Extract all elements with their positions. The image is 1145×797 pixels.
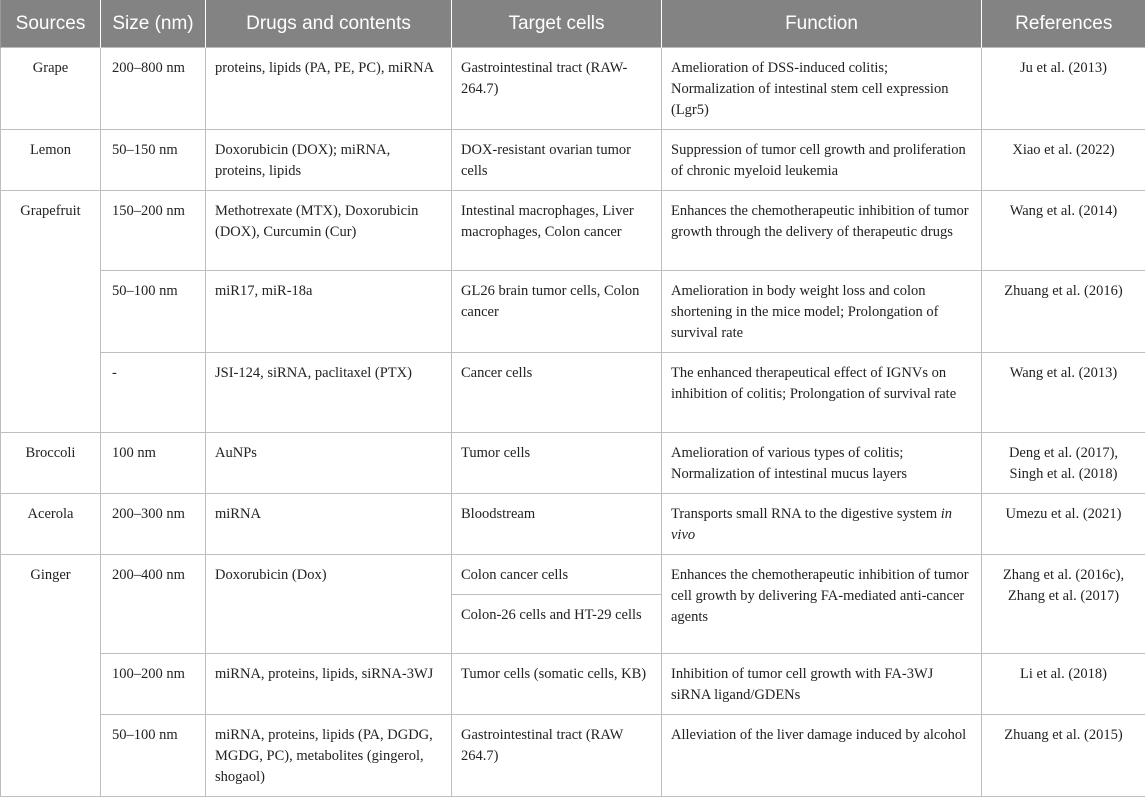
header-sources: Sources xyxy=(1,0,101,48)
drugs-cell: miRNA, proteins, lipids, siRNA-3WJ xyxy=(206,654,452,715)
header-drugs: Drugs and contents xyxy=(206,0,452,48)
source-cell: Grape xyxy=(1,48,101,130)
header-target-cells: Target cells xyxy=(452,0,662,48)
source-cell: Grapefruit xyxy=(1,191,101,433)
target-cell: GL26 brain tumor cells, Colon cancer xyxy=(452,271,662,353)
table-row xyxy=(1,494,1145,555)
header-function: Function xyxy=(662,0,982,48)
source-cell: Ginger xyxy=(1,555,101,797)
table-row xyxy=(1,191,1145,271)
function-cell: Alleviation of the liver damage induced by alcohol xyxy=(662,715,982,797)
references-cell: Ju et al. (2013) xyxy=(982,48,1145,130)
drugs-cell: Doxorubicin (DOX); miRNA, proteins, lipids xyxy=(206,130,452,191)
drugs-cell: miRNA, proteins, lipids (PA, DGDG, MGDG, PC), metabolites (gingerol, shogaol) xyxy=(206,715,452,797)
target-cell: DOX-resistant ovarian tumor cells xyxy=(452,130,662,191)
function-cell: Enhances the chemotherapeutic inhibition of tumor growth through the delivery of therapeutic drugs xyxy=(662,191,982,271)
table-row xyxy=(1,353,1145,433)
function-cell: The enhanced therapeutical effect of IGNVs on inhibition of colitis; Prolongation of survival rate xyxy=(662,353,982,433)
table-body xyxy=(1,48,1145,797)
size-cell: 200–300 nm xyxy=(101,494,206,555)
target-cell: Colon cancer cells xyxy=(452,555,662,595)
target-cell: Gastrointestinal tract (RAW 264.7) xyxy=(452,715,662,797)
target-cell: Intestinal macrophages, Liver macrophages, Colon cancer xyxy=(452,191,662,271)
drugs-cell: Doxorubicin (Dox) xyxy=(206,555,452,654)
target-cell: Tumor cells xyxy=(452,433,662,494)
target-cell: Colon-26 cells and HT-29 cells xyxy=(452,595,662,654)
size-cell: 100 nm xyxy=(101,433,206,494)
size-cell: 50–150 nm xyxy=(101,130,206,191)
size-cell: 100–200 nm xyxy=(101,654,206,715)
references-cell: Zhuang et al. (2015) xyxy=(982,715,1145,797)
table-row xyxy=(1,433,1145,494)
table-row xyxy=(1,271,1145,353)
header-size: Size (nm) xyxy=(101,0,206,48)
size-cell: - xyxy=(101,353,206,433)
references-cell: Umezu et al. (2021) xyxy=(982,494,1145,555)
drugs-cell: JSI-124, siRNA, paclitaxel (PTX) xyxy=(206,353,452,433)
function-italic-text: in vivo xyxy=(671,506,952,543)
size-cell: 150–200 nm xyxy=(101,191,206,271)
references-cell: Wang et al. (2014) xyxy=(982,191,1145,271)
target-cell: Tumor cells (somatic cells, KB) xyxy=(452,654,662,715)
references-cell: Deng et al. (2017), Singh et al. (2018) xyxy=(982,433,1145,494)
table-row xyxy=(1,48,1145,130)
references-cell: Li et al. (2018) xyxy=(982,654,1145,715)
table-row xyxy=(1,555,1145,595)
size-cell: 200–800 nm xyxy=(101,48,206,130)
references-cell: Wang et al. (2013) xyxy=(982,353,1145,433)
drugs-cell: miRNA xyxy=(206,494,452,555)
header-references: References xyxy=(982,0,1145,48)
function-cell: Amelioration of DSS-induced colitis; Normalization of intestinal stem cell expression (Lgr5) xyxy=(662,48,982,130)
table-row xyxy=(1,654,1145,715)
function-cell xyxy=(662,494,982,555)
drugs-cell: proteins, lipids (PA, PE, PC), miRNA xyxy=(206,48,452,130)
function-cell: Amelioration in body weight loss and colon shortening in the mice model; Prolongation of survival rate xyxy=(662,271,982,353)
size-cell: 50–100 nm xyxy=(101,715,206,797)
target-cell: Bloodstream xyxy=(452,494,662,555)
source-cell: Lemon xyxy=(1,130,101,191)
function-text: Transports small RNA to the digestive system xyxy=(671,506,937,522)
source-cell: Broccoli xyxy=(1,433,101,494)
source-cell: Acerola xyxy=(1,494,101,555)
table-row xyxy=(1,130,1145,191)
size-cell: 50–100 nm xyxy=(101,271,206,353)
size-cell: 200–400 nm xyxy=(101,555,206,654)
drugs-cell: AuNPs xyxy=(206,433,452,494)
function-cell: Suppression of tumor cell growth and proliferation of chronic myeloid leukemia xyxy=(662,130,982,191)
drugs-cell: Methotrexate (MTX), Doxorubicin (DOX), Curcumin (Cur) xyxy=(206,191,452,271)
drugs-cell: miR17, miR-18a xyxy=(206,271,452,353)
table-header xyxy=(1,0,1145,48)
table-row xyxy=(1,715,1145,797)
target-cell: Gastrointestinal tract (RAW-264.7) xyxy=(452,48,662,130)
references-cell: Xiao et al. (2022) xyxy=(982,130,1145,191)
target-cell: Cancer cells xyxy=(452,353,662,433)
function-cell: Amelioration of various types of colitis; Normalization of intestinal mucus layers xyxy=(662,433,982,494)
function-cell: Enhances the chemotherapeutic inhibition of tumor cell growth by delivering FA-mediated anti-cancer agents xyxy=(662,555,982,654)
header-row xyxy=(1,0,1145,48)
function-cell: Inhibition of tumor cell growth with FA-3WJ siRNA ligand/GDENs xyxy=(662,654,982,715)
references-cell: Zhuang et al. (2016) xyxy=(982,271,1145,353)
references-cell: Zhang et al. (2016c), Zhang et al. (2017) xyxy=(982,555,1145,654)
